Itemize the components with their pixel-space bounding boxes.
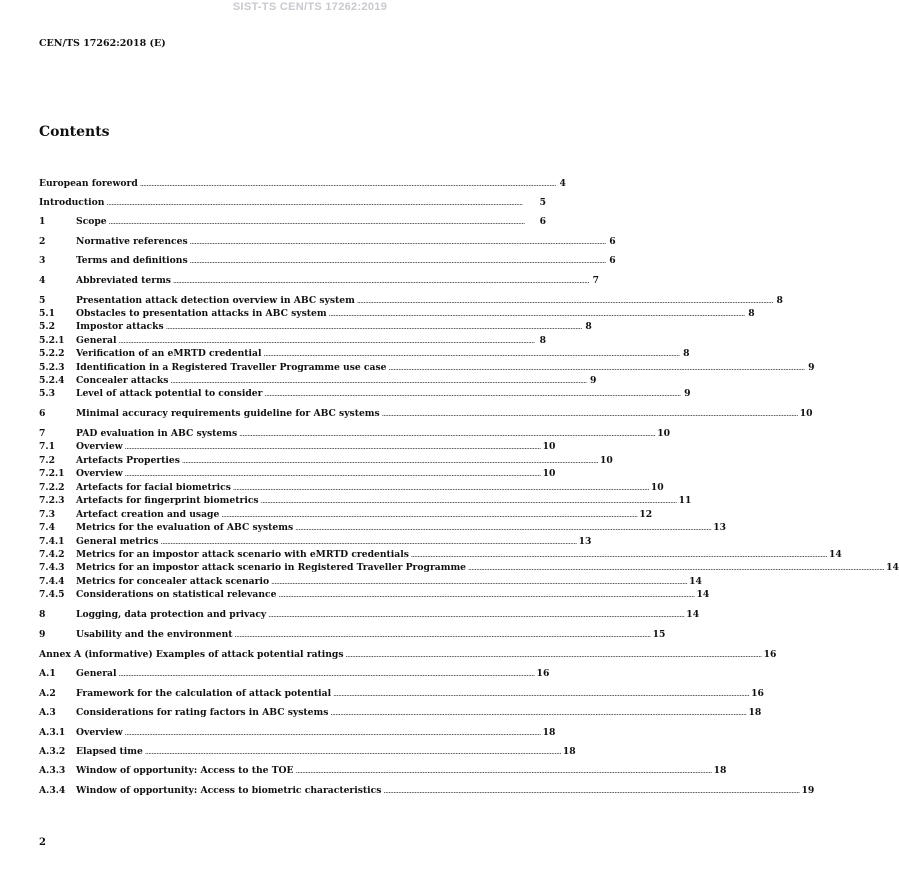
toc-entry-title: Overview <box>76 441 123 452</box>
toc-entry-number: 7.4.4 <box>39 576 65 587</box>
toc-entry-number: 7.4.5 <box>39 589 65 600</box>
toc-entry-number: 7.3 <box>39 509 55 520</box>
toc-entry[interactable] <box>39 668 550 680</box>
toc-entry-page: 10 <box>650 482 664 493</box>
toc-entry-page: 9 <box>590 375 597 386</box>
toc-entry-title: Window of opportunity: Access to biometric characteristics <box>76 785 382 796</box>
toc-leader-dots <box>239 428 655 440</box>
toc-leader-dots <box>357 295 773 307</box>
toc-entry-title: Annex A (informative) Examples of attack potential ratings <box>39 649 344 660</box>
toc-entry-number: 7.1 <box>39 441 55 452</box>
toc-entry[interactable] <box>39 455 613 467</box>
toc-entry-number: 7.2 <box>39 455 55 466</box>
toc-leader-dots <box>125 468 541 480</box>
toc-entry-number: 5.3 <box>39 388 55 399</box>
toc-entry-page: 12 <box>639 509 653 520</box>
toc-entry-title: Identification in a Registered Traveller Programme use case <box>76 362 387 373</box>
toc-leader-dots <box>119 668 535 680</box>
toc-entry[interactable] <box>39 178 566 190</box>
toc-entry-page: 7 <box>592 275 600 286</box>
toc-leader-dots <box>140 178 556 190</box>
toc-entry-title: Elapsed time <box>76 746 143 757</box>
toc-entry-title: Scope <box>76 216 107 227</box>
toc-entry-number: A.3.1 <box>39 727 66 738</box>
toc-leader-dots <box>221 509 637 521</box>
toc-entry[interactable] <box>39 408 813 420</box>
toc-leader-dots <box>263 348 679 360</box>
toc-leader-dots <box>161 536 577 548</box>
toc-leader-dots <box>271 576 687 588</box>
toc-entry-title: European foreword <box>39 178 138 189</box>
toc-entry-title: Considerations on statistical relevance <box>76 589 277 600</box>
toc-entry-number: A.3.4 <box>39 785 66 796</box>
toc-entry-page: 9 <box>808 362 815 373</box>
toc-entry-number: 7.4.1 <box>39 536 65 547</box>
toc-leader-dots <box>382 408 798 420</box>
toc-entry-page: 14 <box>689 576 702 587</box>
toc-entry-title: Concealer attacks <box>76 375 169 386</box>
toc-entry-number: A.1 <box>39 668 56 679</box>
toc-entry[interactable] <box>39 468 556 480</box>
toc-entry-page: 18 <box>542 727 556 738</box>
toc-entry-title: Minimal accuracy requirements guideline for ABC systems <box>76 408 380 419</box>
toc-entry-page: 16 <box>763 649 777 660</box>
toc-leader-dots <box>295 522 711 534</box>
toc-entry-page: 13 <box>578 536 592 547</box>
toc-entry-number: 7.4.2 <box>39 549 65 560</box>
toc-entry-title: Logging, data protection and privacy <box>76 609 267 620</box>
toc-leader-dots <box>296 765 712 777</box>
toc-entry-title: Level of attack potential to consider <box>76 388 263 399</box>
toc-entry-page: 19 <box>801 785 815 796</box>
toc-entry-title: Metrics for concealer attack scenario <box>76 576 270 587</box>
toc-entry[interactable] <box>39 649 777 661</box>
toc-entry-title: Impostor attacks <box>76 321 164 332</box>
toc-entry-page: 6 <box>539 216 546 227</box>
toc-leader-dots <box>170 375 586 387</box>
toc-leader-dots <box>233 482 649 494</box>
toc-entry-title: Obstacles to presentation attacks in ABC system <box>76 308 327 319</box>
toc-entry-number: 5.2.1 <box>39 335 65 346</box>
toc-entry-title: Metrics for an impostor attack scenario with eMRTD credentials <box>76 549 409 560</box>
toc-entry[interactable] <box>39 236 616 248</box>
toc-entry-number: 4 <box>39 275 46 286</box>
toc-leader-dots <box>278 589 694 601</box>
toc-entry-number: 5.2.3 <box>39 362 65 373</box>
toc-entry-title: Artefacts for fingerprint biometrics <box>76 495 259 506</box>
toc-entry-page: 10 <box>542 441 556 452</box>
toc-entry-page: 14 <box>686 609 700 620</box>
toc-entry-number: 5 <box>39 295 46 306</box>
toc-leader-dots <box>145 746 561 758</box>
toc-entry-page: 15 <box>652 629 666 640</box>
toc-entry-number: 3 <box>39 255 46 266</box>
toc-entry-title: Verification of an eMRTD credential <box>76 348 262 359</box>
toc-entry-number: 7.4.3 <box>39 562 65 573</box>
toc-entry-page: 13 <box>713 522 726 533</box>
toc-entry[interactable] <box>39 321 592 333</box>
toc-entry-title: Metrics for an impostor attack scenario in Registered Traveller Programme <box>76 562 467 573</box>
toc-entry[interactable] <box>39 275 600 287</box>
toc-entry-page: 6 <box>609 255 616 266</box>
toc-entry-title: General <box>76 335 117 346</box>
toc-entry-number: A.3.2 <box>39 746 66 757</box>
toc-entry-page: 18 <box>562 746 576 757</box>
toc-entry-title: Artefacts Properties <box>76 455 180 466</box>
toc-entry-page: 10 <box>657 428 670 439</box>
page-number: 2 <box>39 837 46 848</box>
toc-entry-title: Normative references <box>76 236 188 247</box>
toc-entry[interactable] <box>39 785 815 797</box>
toc-leader-dots <box>106 197 536 209</box>
toc-entry-number: 7 <box>39 428 46 439</box>
toc-entry-number: 6 <box>39 408 46 419</box>
toc-leader-dots <box>190 236 606 248</box>
toc-leader-dots <box>109 216 536 228</box>
toc-entry[interactable] <box>39 295 783 307</box>
toc-entry-title: Considerations for rating factors in ABC systems <box>76 707 329 718</box>
toc-entry[interactable] <box>39 609 700 621</box>
toc-entry-page: 5 <box>539 197 546 208</box>
toc-entry-number: 8 <box>39 609 46 620</box>
page-title: Contents <box>39 124 110 140</box>
toc-entry-number: A.2 <box>39 688 56 699</box>
toc-entry[interactable] <box>39 522 726 534</box>
toc-entry-title: Abbreviated terms <box>76 275 171 286</box>
toc-entry-title: General metrics <box>76 536 159 547</box>
toc-entry-page: 14 <box>828 549 842 560</box>
toc-leader-dots <box>468 562 884 574</box>
toc-entry[interactable] <box>39 335 546 347</box>
toc-entry-page: 14 <box>696 589 710 600</box>
toc-entry[interactable] <box>39 509 653 521</box>
toc-leader-dots <box>268 609 684 621</box>
toc-entry[interactable] <box>39 688 764 700</box>
toc-leader-dots <box>383 785 799 797</box>
toc-entry-page: 16 <box>536 668 550 679</box>
toc-entry-title: Window of opportunity: Access to the TOE <box>76 765 294 776</box>
toc-entry-number: A.3.3 <box>39 765 66 776</box>
toc-entry[interactable] <box>39 362 815 374</box>
toc-entry-page: 18 <box>748 707 762 718</box>
toc-entry-page: 14 <box>886 562 899 573</box>
toc-leader-dots <box>125 441 541 453</box>
toc-entry[interactable] <box>39 348 690 360</box>
toc-leader-dots <box>264 388 680 400</box>
toc-entry[interactable] <box>39 197 546 209</box>
toc-entry-number: 5.2.4 <box>39 375 65 386</box>
toc-leader-dots <box>125 727 541 739</box>
toc-leader-dots <box>261 495 677 507</box>
toc-entry-number: 2 <box>39 236 46 247</box>
toc-entry-page: 16 <box>751 688 764 699</box>
toc-entry-title: Terms and definitions <box>76 255 188 266</box>
toc-leader-dots <box>173 275 589 287</box>
toc-entry[interactable] <box>39 549 842 561</box>
toc-entry-title: Usability and the environment <box>76 629 233 640</box>
toc-entry[interactable] <box>39 255 616 267</box>
toc-entry-page: 8 <box>748 308 755 319</box>
toc-entry[interactable] <box>39 216 546 228</box>
toc-entry-number: 9 <box>39 629 46 640</box>
toc-entry[interactable] <box>39 495 692 507</box>
toc-entry[interactable] <box>39 765 727 777</box>
toc-leader-dots <box>411 549 827 561</box>
toc-entry-page: 18 <box>713 765 727 776</box>
toc-entry-page: 8 <box>539 335 546 346</box>
toc-entry[interactable] <box>39 482 664 494</box>
toc-entry-page: 8 <box>585 321 592 332</box>
toc-entry[interactable] <box>39 629 666 641</box>
toc-entry-number: 5.2.2 <box>39 348 65 359</box>
toc-entry-title: Framework for the calculation of attack potential <box>76 688 332 699</box>
toc-entry[interactable] <box>39 746 576 758</box>
toc-entry-title: Artefacts for facial biometrics <box>76 482 231 493</box>
toc-entry-number: 7.4 <box>39 522 55 533</box>
toc-entry-title: Introduction <box>39 197 105 208</box>
toc-leader-dots <box>329 308 745 320</box>
toc-entry-title: Overview <box>76 468 123 479</box>
toc-entry-title: Overview <box>76 727 123 738</box>
toc-entry-number: 1 <box>39 216 46 227</box>
toc-entry-title: General <box>76 668 117 679</box>
toc-entry-number: A.3 <box>39 707 56 718</box>
toc-entry-page: 6 <box>609 236 616 247</box>
toc-leader-dots <box>190 255 606 267</box>
toc-entry[interactable] <box>39 707 762 719</box>
toc-entry-page: 8 <box>776 295 783 306</box>
toc-entry[interactable] <box>39 589 710 601</box>
toc-entry[interactable] <box>39 428 670 440</box>
toc-entry[interactable] <box>39 562 899 574</box>
watermark: SIST-TS CEN/TS 17262:2019 <box>232 1 388 13</box>
toc-entry-number: 7.2.1 <box>39 468 65 479</box>
toc-entry[interactable] <box>39 388 691 400</box>
toc-leader-dots <box>346 649 762 661</box>
toc-leader-dots <box>235 629 651 641</box>
document-id: CEN/TS 17262:2018 (E) <box>39 38 166 49</box>
toc-leader-dots <box>333 688 749 700</box>
toc-entry[interactable] <box>39 308 755 320</box>
toc-leader-dots <box>330 707 746 719</box>
toc-entry-title: Artefact creation and usage <box>76 509 220 520</box>
toc-entry[interactable] <box>39 727 556 739</box>
toc-entry-page: 4 <box>559 178 566 189</box>
toc-entry-title: PAD evaluation in ABC systems <box>76 428 238 439</box>
toc-entry-title: Metrics for the evaluation of ABC systems <box>76 522 294 533</box>
toc-entry-page: 10 <box>542 468 556 479</box>
toc-entry-page: 10 <box>799 408 813 419</box>
toc-entry[interactable] <box>39 441 556 453</box>
toc-leader-dots <box>166 321 582 333</box>
toc-entry-number: 5.2 <box>39 321 55 332</box>
toc-entry-page: 8 <box>683 348 690 359</box>
toc-entry-number: 5.1 <box>39 308 55 319</box>
toc-entry-number: 7.2.2 <box>39 482 65 493</box>
toc-leader-dots <box>182 455 598 467</box>
toc-entry-page: 9 <box>684 388 691 399</box>
toc-entry-number: 7.2.3 <box>39 495 65 506</box>
toc-entry-page: 11 <box>678 495 692 506</box>
toc-entry[interactable] <box>39 576 702 588</box>
toc-entry-page: 10 <box>599 455 613 466</box>
toc-entry[interactable] <box>39 375 597 387</box>
toc-entry-title: Presentation attack detection overview in ABC system <box>76 295 355 306</box>
toc-leader-dots <box>119 335 536 347</box>
toc-entry[interactable] <box>39 536 592 548</box>
toc-leader-dots <box>389 362 805 374</box>
